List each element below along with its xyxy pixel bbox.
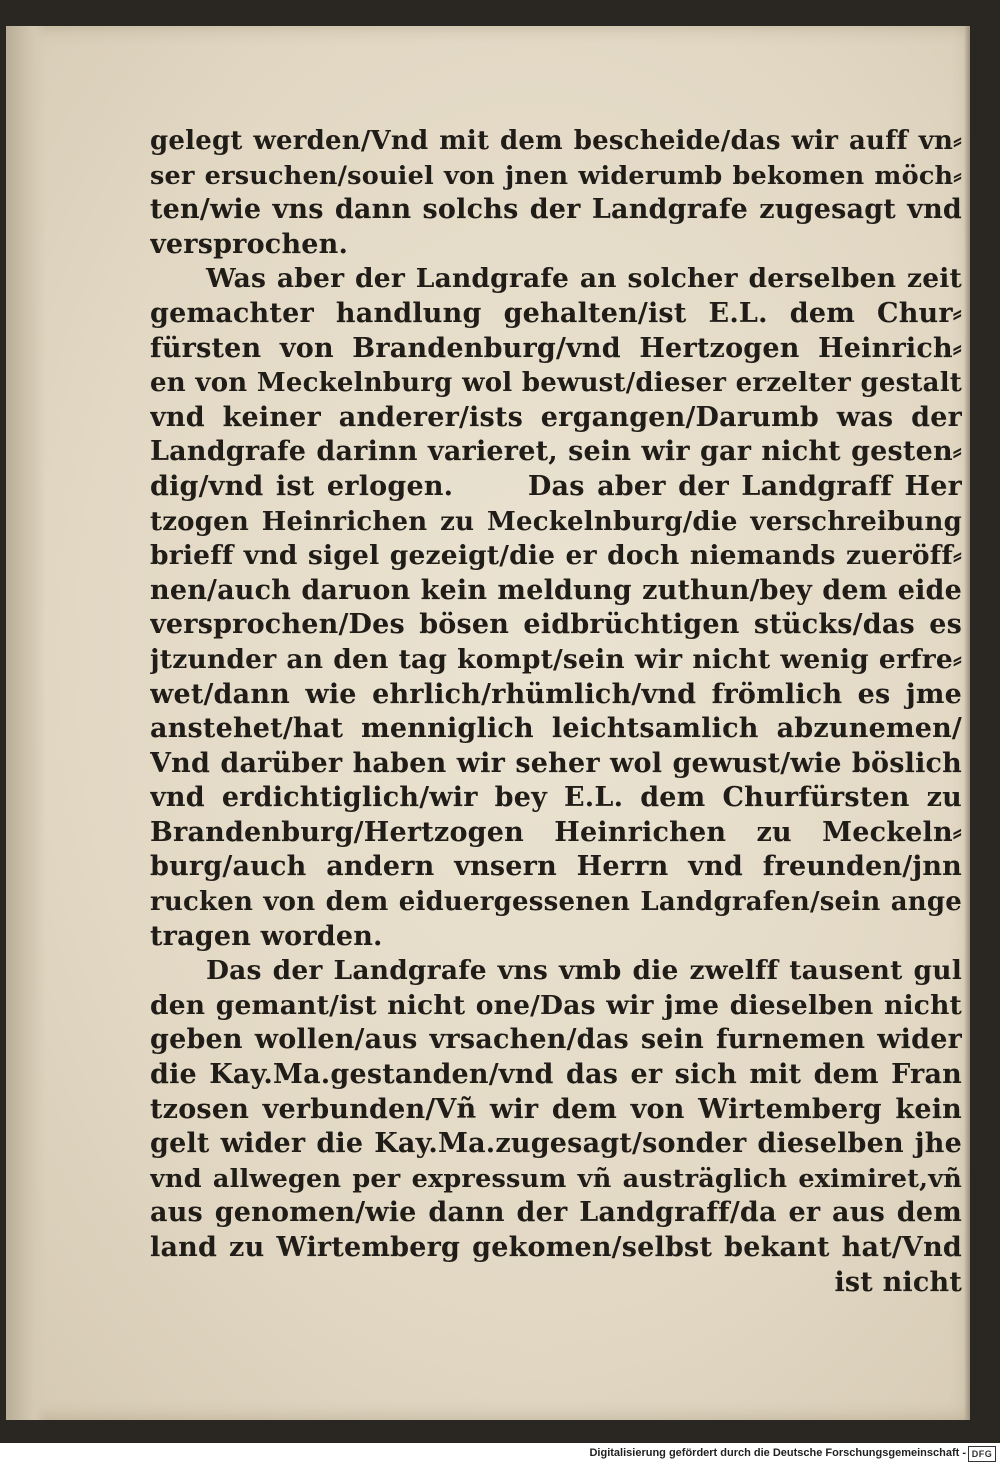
text-line: tragen worden.	[150, 920, 383, 952]
text-line: rucken von dem eiduergessenen Landgrafen/sein ange	[150, 887, 962, 918]
text-line: tzogen Heinrichen zu Meckelnburg/die verschreibung	[150, 506, 962, 537]
text-line: gelegt werden/Vnd mit dem bescheide/das wir auff vn⸗	[150, 126, 962, 156]
text-line: tzosen verbunden/Vñ wir dem von Wirtemberg kein	[150, 1093, 962, 1125]
text-line: Brandenburg/Hertzogen Heinrichen zu Meckeln⸗	[150, 816, 962, 848]
text-line: Vnd darüber haben wir seher wol gewust/wie böslich	[150, 747, 962, 779]
text-line: vnd erdichtiglich/wir bey E.L. dem Churfürsten zu	[150, 782, 962, 814]
text-block	[150, 124, 962, 1300]
text-line: Was aber der Landgrafe an solcher derselben zeit	[206, 263, 962, 295]
book-page	[6, 26, 970, 1420]
text-line: anstehet/hat menniglich leichtsamlich abzunemen/	[150, 713, 962, 745]
footer-bar	[0, 1443, 1000, 1465]
text-line: geben wollen/aus vrsachen/das sein furnemen wider	[150, 1024, 962, 1056]
text-line: jtzunder an den tag kompt/sein wir nicht wenig erfre⸗	[150, 643, 962, 675]
text-line: brieff vnd sigel gezeigt/die er doch niemands zueröff⸗	[150, 540, 962, 572]
text-line: gemachter handlung gehalten/ist E.L. dem Chur⸗	[150, 297, 962, 329]
text-line: wet/dann wie ehrlich/rhümlich/vnd frömlich es jme	[150, 678, 962, 710]
funding-credit: Digitalisierung gefördert durch die Deutsche Forschungsgemeinschaft -	[589, 1447, 966, 1459]
text-line: land zu Wirtemberg gekomen/selbst bekant hat/Vnd	[150, 1232, 962, 1263]
dfg-logo-icon: DFG	[968, 1446, 996, 1462]
text-line: fürsten von Brandenburg/vnd Hertzogen Heinrich⸗	[150, 332, 962, 364]
text-line: nen/auch daruon kein meldung zuthun/bey dem eide	[150, 574, 962, 606]
text-line: versprochen.	[150, 228, 349, 260]
page-edge	[964, 26, 970, 1420]
text-line: Das der Landgrafe vns vmb die zwelff tausent gul	[206, 955, 962, 987]
page-gutter	[6, 26, 46, 1420]
text-line: burg/auch andern vnsern Herrn vnd freunden/jnn	[150, 851, 962, 883]
text-line: versprochen/Des bösen eidbrüchtigen stücks/das es	[150, 609, 962, 641]
text-line: vnd allwegen per expressum vñ austräglich eximiret,vñ	[150, 1163, 962, 1194]
text-line: die Kay.Ma.gestanden/vnd das er sich mit dem Fran	[150, 1059, 962, 1091]
text-line: vnd keiner anderer/ists ergangen/Darumb was der	[150, 401, 962, 433]
text-line: ten/wie vns dann solchs der Landgrafe zugesagt vnd	[150, 194, 962, 226]
catchword: ist nicht	[834, 1266, 962, 1298]
text-line: gelt wider die Kay.Ma.zugesagt/sonder dieselben jhe	[150, 1128, 962, 1160]
text-line: ser ersuchen/souiel von jnen widerumb bekomen möch⸗	[150, 160, 962, 191]
text-line: Landgrafe darinn varieret, sein wir gar nicht gesten⸗	[150, 436, 962, 468]
text-line: en von Meckelnburg wol bewust/dieser erzelter gestalt	[150, 368, 962, 399]
text-line: dig/vnd ist erlogen. Das aber der Landgraff Her	[150, 470, 962, 502]
text-line: den gemant/ist nicht one/Das wir jme dieselben nicht	[150, 989, 962, 1021]
text-line: aus genomen/wie dann der Landgraff/da er aus dem	[150, 1197, 962, 1229]
